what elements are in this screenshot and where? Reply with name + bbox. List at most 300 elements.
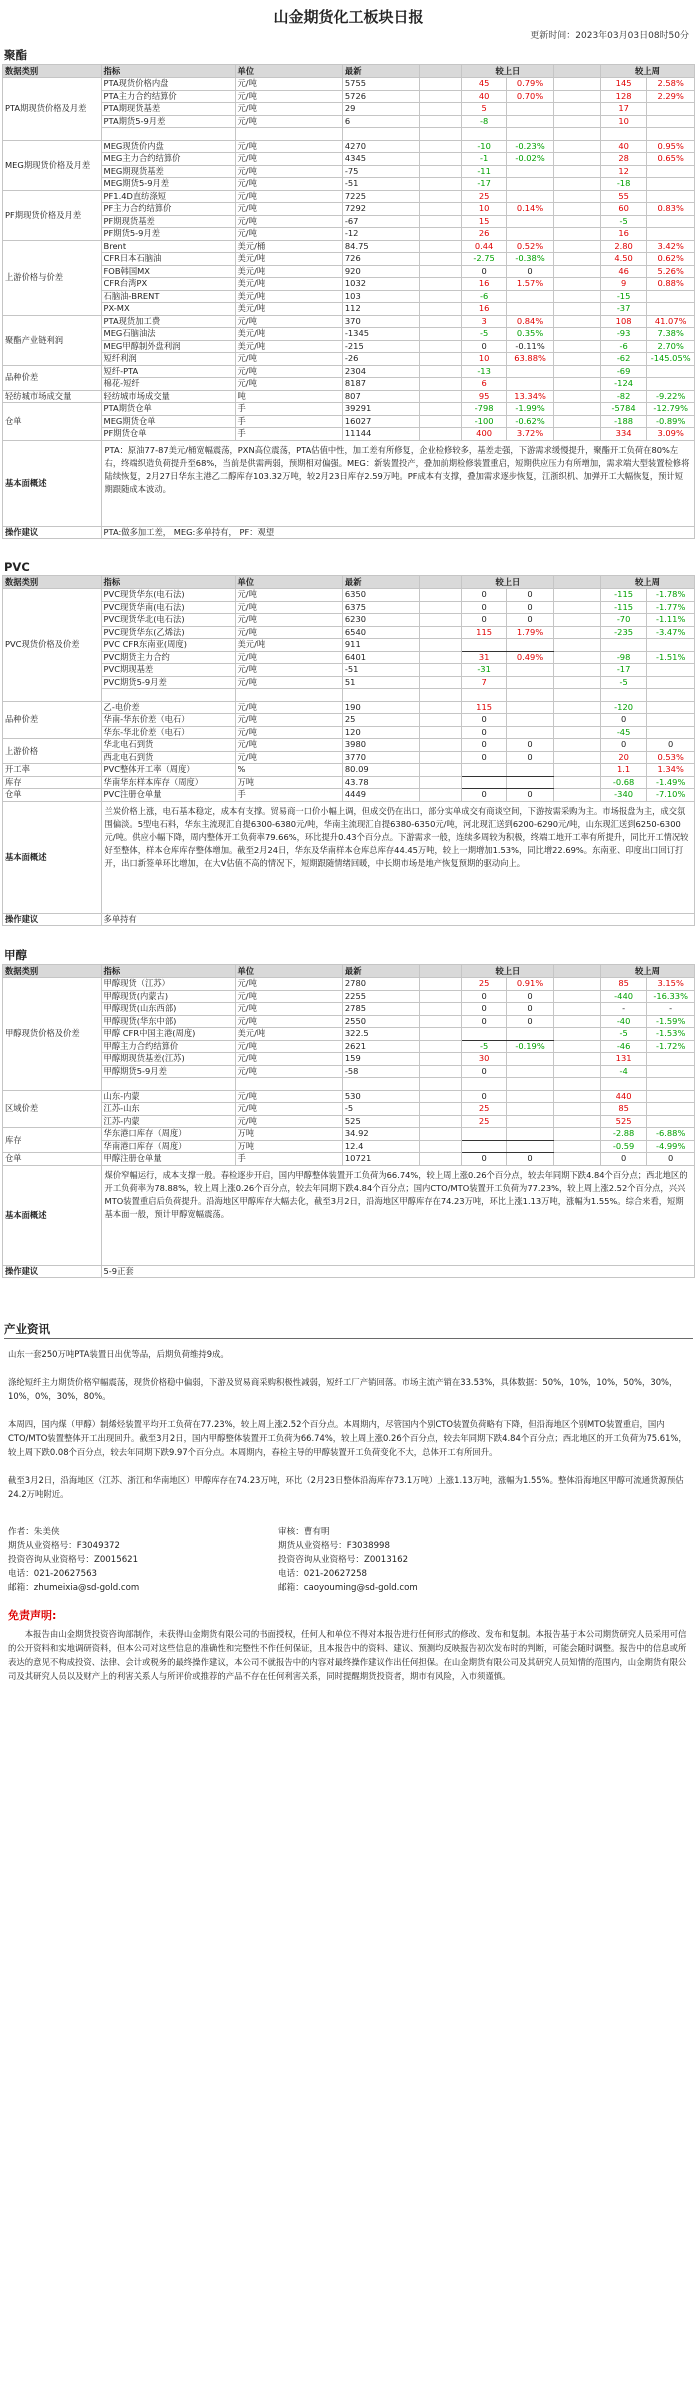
unit-cell: 手 xyxy=(235,428,342,441)
spacer-cell xyxy=(420,1065,462,1078)
week-change-pct-cell: -1.59% xyxy=(647,1015,695,1028)
day-change-pct-cell xyxy=(506,1115,554,1128)
week-change-cell: -15 xyxy=(600,290,647,303)
latest-cell: 6230 xyxy=(342,614,420,627)
unit-cell: 元/吨 xyxy=(235,978,342,991)
week-change-pct-cell: -3.47% xyxy=(647,626,695,639)
indicator-cell: 轻纺城市场成交量 xyxy=(101,390,235,403)
week-change-cell: 128 xyxy=(600,90,647,103)
spacer-cell xyxy=(554,428,601,441)
day-change-pct-cell: -0.23% xyxy=(506,140,554,153)
day-change-cell: 115 xyxy=(462,701,506,714)
week-change-cell: 85 xyxy=(600,1103,647,1116)
week-change-pct-cell xyxy=(647,378,695,391)
spacer-cell xyxy=(420,128,462,141)
day-change-pct-cell: 0.91% xyxy=(506,978,554,991)
latest-cell: 2304 xyxy=(342,365,420,378)
spacer-cell xyxy=(420,278,462,291)
header-ind: 指标 xyxy=(101,965,235,978)
week-change-pct-cell xyxy=(647,165,695,178)
table-row xyxy=(3,1015,695,1028)
spacer-cell xyxy=(420,303,462,316)
week-change-cell: -70 xyxy=(600,614,647,627)
unit-cell: 元/吨 xyxy=(235,739,342,752)
day-change-pct-cell: -0.11% xyxy=(506,340,554,353)
latest-cell: 80.09 xyxy=(342,764,420,777)
week-change-pct-cell: -1.72% xyxy=(647,1040,695,1053)
day-change-pct-cell: 0 xyxy=(506,1015,554,1028)
indicator-cell: PF主力合约结算价 xyxy=(101,203,235,216)
indicator-cell: CFR台湾PX xyxy=(101,278,235,291)
spacer-cell xyxy=(554,689,601,702)
spacer-cell xyxy=(554,601,601,614)
latest-cell: 34.92 xyxy=(342,1128,420,1141)
day-change-cell: -6 xyxy=(462,290,506,303)
day-change-cell: 0 xyxy=(462,1090,506,1103)
header-blank xyxy=(554,965,601,978)
week-change-pct-cell xyxy=(647,1053,695,1066)
category-cell: 仓单 xyxy=(3,789,102,802)
week-change-cell: 46 xyxy=(600,265,647,278)
week-change-cell: -188 xyxy=(600,415,647,428)
latest-cell: 2621 xyxy=(342,1040,420,1053)
unit-cell xyxy=(235,1078,342,1091)
day-change-cell: -10 xyxy=(462,140,506,153)
advice-row xyxy=(3,526,695,539)
latest-cell: -67 xyxy=(342,215,420,228)
day-change-cell xyxy=(462,689,506,702)
spacer-cell xyxy=(420,990,462,1003)
table-row xyxy=(3,676,695,689)
spacer-cell xyxy=(420,103,462,116)
week-change-cell: -98 xyxy=(600,651,647,664)
table-row xyxy=(3,1053,695,1066)
table-row xyxy=(3,303,695,316)
spacer-cell xyxy=(554,726,601,739)
day-change-pct-cell xyxy=(506,1053,554,1066)
day-change-cell: 25 xyxy=(462,190,506,203)
week-change-cell: -115 xyxy=(600,589,647,602)
week-change-cell: -0.68 xyxy=(600,776,647,789)
spacer-cell xyxy=(420,328,462,341)
day-change-cell: -100 xyxy=(462,415,506,428)
table-row xyxy=(3,639,695,652)
spacer-cell xyxy=(420,203,462,216)
spacer-cell xyxy=(420,1090,462,1103)
day-change-pct-cell: 1.57% xyxy=(506,278,554,291)
day-change-pct-cell xyxy=(506,714,554,727)
day-change-pct-cell xyxy=(506,1065,554,1078)
week-change-cell: 0 xyxy=(600,714,647,727)
author-line: 电话：021-20627563 xyxy=(8,1569,98,1579)
spacer-cell xyxy=(554,203,601,216)
indicator-cell: 山东-内蒙 xyxy=(101,1090,235,1103)
day-change-cell: -31 xyxy=(462,664,506,677)
week-change-cell: 9 xyxy=(600,278,647,291)
spacer-cell xyxy=(420,639,462,652)
week-change-cell: -340 xyxy=(600,789,647,802)
category-cell: 品种价差 xyxy=(3,365,102,390)
spacer-cell xyxy=(554,403,601,416)
indicator-cell: PX-MX xyxy=(101,303,235,316)
week-change-cell: -82 xyxy=(600,390,647,403)
indicator-cell: 棉花-短纤 xyxy=(101,378,235,391)
week-change-pct-cell: 41.07% xyxy=(647,315,695,328)
latest-cell: 7292 xyxy=(342,203,420,216)
day-change-cell: -13 xyxy=(462,365,506,378)
day-change-cell: -798 xyxy=(462,403,506,416)
day-change-pct-cell: 0 xyxy=(506,990,554,1003)
spacer-cell xyxy=(420,153,462,166)
spacer-cell xyxy=(420,676,462,689)
indicator-cell: 华南华东样本库存（周度） xyxy=(101,776,235,789)
spacer-cell xyxy=(420,78,462,91)
week-change-cell: -17 xyxy=(600,664,647,677)
table-row xyxy=(3,789,695,802)
header-unit: 单位 xyxy=(235,576,342,589)
day-change-cell: 0 xyxy=(462,1065,506,1078)
day-change-pct-cell: -0.38% xyxy=(506,253,554,266)
unit-cell: 美元/吨 xyxy=(235,1028,342,1041)
day-change-cell xyxy=(462,128,506,141)
day-change-cell: 95 xyxy=(462,390,506,403)
day-change-cell: -8 xyxy=(462,115,506,128)
indicator-cell: 江苏-内蒙 xyxy=(101,1115,235,1128)
day-change-cell: -11 xyxy=(462,165,506,178)
spacer-cell xyxy=(420,178,462,191)
table-row xyxy=(3,1153,695,1166)
day-change-pct-cell: 0.49% xyxy=(506,651,554,664)
day-change-pct-cell xyxy=(506,676,554,689)
table-row xyxy=(3,153,695,166)
week-change-cell: 28 xyxy=(600,153,647,166)
author-info xyxy=(8,1525,278,1595)
indicator-cell: MEG甲醇制外盘利润 xyxy=(101,340,235,353)
day-change-cell: 0 xyxy=(462,265,506,278)
day-change-pct-cell xyxy=(506,115,554,128)
latest-cell xyxy=(342,689,420,702)
latest-cell: 2255 xyxy=(342,990,420,1003)
spacer-cell xyxy=(554,378,601,391)
spacer-cell xyxy=(420,751,462,764)
unit-cell: 美元/吨 xyxy=(235,639,342,652)
week-change-pct-cell xyxy=(647,726,695,739)
table-row xyxy=(3,714,695,727)
spacer-cell xyxy=(554,340,601,353)
spacer-cell xyxy=(420,340,462,353)
unit-cell: 元/吨 xyxy=(235,990,342,1003)
latest-cell: 11144 xyxy=(342,428,420,441)
latest-cell: 4270 xyxy=(342,140,420,153)
summary-label: 基本面概述 xyxy=(3,1165,102,1265)
spacer-cell xyxy=(554,140,601,153)
day-change-cell xyxy=(462,1128,506,1141)
week-change-pct-cell: -1.11% xyxy=(647,614,695,627)
category-cell: 甲醇现货价格及价差 xyxy=(3,978,102,1091)
day-change-cell: 0 xyxy=(462,751,506,764)
day-change-pct-cell xyxy=(506,165,554,178)
unit-cell: 元/吨 xyxy=(235,315,342,328)
news-paragraph: 山东一套250万吨PTA装置日出优等品，后期负荷维持9成。 xyxy=(8,1349,229,1359)
table-row xyxy=(3,315,695,328)
week-change-pct-cell: -1.51% xyxy=(647,651,695,664)
table-row xyxy=(3,978,695,991)
advice-row xyxy=(3,1265,695,1278)
table-row xyxy=(3,178,695,191)
day-change-cell: 400 xyxy=(462,428,506,441)
table-row xyxy=(3,1115,695,1128)
spacer-cell xyxy=(554,1153,601,1166)
day-change-cell: 5 xyxy=(462,103,506,116)
day-change-pct-cell xyxy=(506,1128,554,1141)
unit-cell: 元/吨 xyxy=(235,626,342,639)
week-change-cell: 4.50 xyxy=(600,253,647,266)
week-change-pct-cell xyxy=(647,714,695,727)
latest-cell: 7225 xyxy=(342,190,420,203)
table-row xyxy=(3,626,695,639)
unit-cell: 元/吨 xyxy=(235,726,342,739)
day-change-pct-cell: -0.62% xyxy=(506,415,554,428)
table-row xyxy=(3,739,695,752)
week-change-cell: 145 xyxy=(600,78,647,91)
unit-cell: 手 xyxy=(235,403,342,416)
indicator-cell: 江苏-山东 xyxy=(101,1103,235,1116)
latest-cell: 25 xyxy=(342,714,420,727)
latest-cell: -58 xyxy=(342,1065,420,1078)
summary-label: 基本面概述 xyxy=(3,801,102,913)
author-line: 邮箱：zhumeixia@sd-gold.com xyxy=(8,1583,140,1593)
table-row xyxy=(3,103,695,116)
spacer-cell xyxy=(554,978,601,991)
unit-cell: 元/吨 xyxy=(235,614,342,627)
spacer-cell xyxy=(554,1128,601,1141)
indicator-cell: 甲醇主力合约结算价 xyxy=(101,1040,235,1053)
latest-cell: 29 xyxy=(342,103,420,116)
spacer-cell xyxy=(554,103,601,116)
indicator-cell: PTA现货价格内盘 xyxy=(101,78,235,91)
spacer-cell xyxy=(554,1015,601,1028)
unit-cell: 吨 xyxy=(235,390,342,403)
day-change-pct-cell: -1.99% xyxy=(506,403,554,416)
table-row xyxy=(3,328,695,341)
summary-row xyxy=(3,440,695,526)
spacer-cell xyxy=(554,764,601,777)
day-change-cell xyxy=(462,776,506,789)
spacer-cell xyxy=(420,978,462,991)
week-change-pct-cell: 2.58% xyxy=(647,78,695,91)
table-row xyxy=(3,415,695,428)
table-row xyxy=(3,240,695,253)
spacer-cell xyxy=(420,140,462,153)
latest-cell: 8187 xyxy=(342,378,420,391)
spacer-cell xyxy=(554,1103,601,1116)
latest-cell: 6350 xyxy=(342,589,420,602)
day-change-cell: -5 xyxy=(462,328,506,341)
spacer-cell xyxy=(420,190,462,203)
table-row xyxy=(3,428,695,441)
latest-cell: 2550 xyxy=(342,1015,420,1028)
reviewer-line: 投资咨询从业资格号：Z0013162 xyxy=(278,1555,409,1565)
week-change-cell: 12 xyxy=(600,165,647,178)
unit-cell: 元/吨 xyxy=(235,1003,342,1016)
reviewer-info xyxy=(278,1525,548,1595)
day-change-pct-cell xyxy=(506,726,554,739)
week-change-pct-cell: -16.33% xyxy=(647,990,695,1003)
spacer-cell xyxy=(420,701,462,714)
day-change-pct-cell: -0.02% xyxy=(506,153,554,166)
day-change-pct-cell: 0 xyxy=(506,265,554,278)
spacer-cell xyxy=(420,789,462,802)
week-change-pct-cell: -12.79% xyxy=(647,403,695,416)
table-row xyxy=(3,651,695,664)
week-change-pct-cell xyxy=(647,1103,695,1116)
latest-cell: 3980 xyxy=(342,739,420,752)
spacer-cell xyxy=(420,776,462,789)
indicator-cell xyxy=(101,689,235,702)
indicator-cell: PTA期货仓单 xyxy=(101,403,235,416)
day-change-pct-cell xyxy=(506,128,554,141)
day-change-cell: -1 xyxy=(462,153,506,166)
unit-cell: 美元/吨 xyxy=(235,278,342,291)
indicator-cell: 甲醇期货5-9月差 xyxy=(101,1065,235,1078)
author-line: 投资咨询从业资格号：Z0015621 xyxy=(8,1555,139,1565)
week-change-cell: 131 xyxy=(600,1053,647,1066)
spacer-cell xyxy=(554,90,601,103)
day-change-pct-cell xyxy=(506,1103,554,1116)
week-change-cell: -124 xyxy=(600,378,647,391)
week-change-cell: -2.88 xyxy=(600,1128,647,1141)
spacer-cell xyxy=(420,1103,462,1116)
day-change-cell: 0 xyxy=(462,726,506,739)
week-change-pct-cell xyxy=(647,701,695,714)
unit-cell: 元/吨 xyxy=(235,153,342,166)
spacer-cell xyxy=(554,390,601,403)
day-change-pct-cell: 0.14% xyxy=(506,203,554,216)
week-change-cell: -5 xyxy=(600,215,647,228)
indicator-cell: PTA主力合约结算价 xyxy=(101,90,235,103)
week-change-pct-cell xyxy=(647,115,695,128)
sections xyxy=(2,44,695,1296)
day-change-cell: -17 xyxy=(462,178,506,191)
day-change-pct-cell: 0 xyxy=(506,739,554,752)
week-change-pct-cell xyxy=(647,639,695,652)
indicator-cell: PVC现货华南(电石法) xyxy=(101,601,235,614)
latest-cell: -26 xyxy=(342,353,420,366)
spacer-cell xyxy=(554,153,601,166)
spacer-cell xyxy=(554,253,601,266)
reviewer-line: 审核：曹有明 xyxy=(278,1527,330,1537)
spacer-cell xyxy=(420,115,462,128)
week-change-cell: 2.80 xyxy=(600,240,647,253)
spacer-cell xyxy=(554,789,601,802)
table-row xyxy=(3,290,695,303)
spacer-cell xyxy=(420,614,462,627)
header-cat: 数据类别 xyxy=(3,65,102,78)
latest-cell: 5726 xyxy=(342,90,420,103)
day-change-pct-cell xyxy=(506,178,554,191)
day-change-pct-cell xyxy=(506,378,554,391)
day-change-pct-cell: 0 xyxy=(506,751,554,764)
indicator-cell: PVC期货5-9月差 xyxy=(101,676,235,689)
day-change-pct-cell: 0.52% xyxy=(506,240,554,253)
spacer-cell xyxy=(420,253,462,266)
section-meoh xyxy=(2,944,695,1296)
spacer-cell xyxy=(554,365,601,378)
table-row xyxy=(3,1103,695,1116)
day-change-cell xyxy=(462,1140,506,1153)
unit-cell: 万吨 xyxy=(235,1140,342,1153)
day-change-pct-cell xyxy=(506,701,554,714)
table-header xyxy=(3,65,695,78)
week-change-pct-cell: 7.38% xyxy=(647,328,695,341)
spacer-cell xyxy=(420,1140,462,1153)
indicator-cell: 乙-电价差 xyxy=(101,701,235,714)
latest-cell: 84.75 xyxy=(342,240,420,253)
week-change-cell: -40 xyxy=(600,1015,647,1028)
table-header xyxy=(3,576,695,589)
spacer-cell xyxy=(420,415,462,428)
indicator-cell: 甲醇现货（江苏） xyxy=(101,978,235,991)
advice-label: 操作建议 xyxy=(3,913,102,926)
week-change-pct-cell xyxy=(647,103,695,116)
indicator-cell: FOB韩国MX xyxy=(101,265,235,278)
table-row xyxy=(3,253,695,266)
latest-cell: -51 xyxy=(342,178,420,191)
spacer-cell xyxy=(420,626,462,639)
spacer-cell xyxy=(420,651,462,664)
table-row xyxy=(3,353,695,366)
week-change-pct-cell: -9.22% xyxy=(647,390,695,403)
unit-cell: 美元/吨 xyxy=(235,340,342,353)
summary-row xyxy=(3,1165,695,1265)
week-change-cell: 108 xyxy=(600,315,647,328)
table-row xyxy=(3,78,695,91)
table-row xyxy=(3,140,695,153)
week-change-cell: 440 xyxy=(600,1090,647,1103)
data-table xyxy=(2,575,695,926)
day-change-cell: 25 xyxy=(462,978,506,991)
header-ind: 指标 xyxy=(101,576,235,589)
news-paragraph: 涤纶短纤主力期货价格窄幅震荡，现货价格稳中偏弱，下游及贸易商采购积极性减弱，短纤工厂产销回落。市场主流产销在33.53%，具体数据：50%，10%，10%，50%，30%，10%，0%，30%，80%。 xyxy=(8,1377,678,1401)
category-cell: PTA期现货价格及月差 xyxy=(3,78,102,141)
week-change-cell: 55 xyxy=(600,190,647,203)
spacer-cell xyxy=(554,265,601,278)
week-change-cell: -18 xyxy=(600,178,647,191)
day-change-pct-cell: 0.70% xyxy=(506,90,554,103)
unit-cell: 元/吨 xyxy=(235,115,342,128)
indicator-cell: 甲醇 CFR中国主港(周度) xyxy=(101,1028,235,1041)
category-cell: MEG期现货价格及月差 xyxy=(3,140,102,190)
indicator-cell: 华东-华北价差（电石） xyxy=(101,726,235,739)
spacer-cell xyxy=(554,190,601,203)
week-change-cell: -115 xyxy=(600,601,647,614)
week-change-pct-cell: 0.88% xyxy=(647,278,695,291)
summary-label: 基本面概述 xyxy=(3,440,102,526)
spacer-cell xyxy=(420,601,462,614)
day-change-cell: 10 xyxy=(462,353,506,366)
table-row xyxy=(3,1003,695,1016)
latest-cell: 51 xyxy=(342,676,420,689)
week-change-cell: -62 xyxy=(600,353,647,366)
week-change-pct-cell xyxy=(647,676,695,689)
latest-cell: -12 xyxy=(342,228,420,241)
spacer-cell xyxy=(554,664,601,677)
spacer-cell xyxy=(420,240,462,253)
latest-cell: 10721 xyxy=(342,1153,420,1166)
author-line: 期货从业资格号：F3049372 xyxy=(8,1541,120,1551)
indicator-cell: PTA现货加工费 xyxy=(101,315,235,328)
unit-cell: 元/吨 xyxy=(235,1065,342,1078)
